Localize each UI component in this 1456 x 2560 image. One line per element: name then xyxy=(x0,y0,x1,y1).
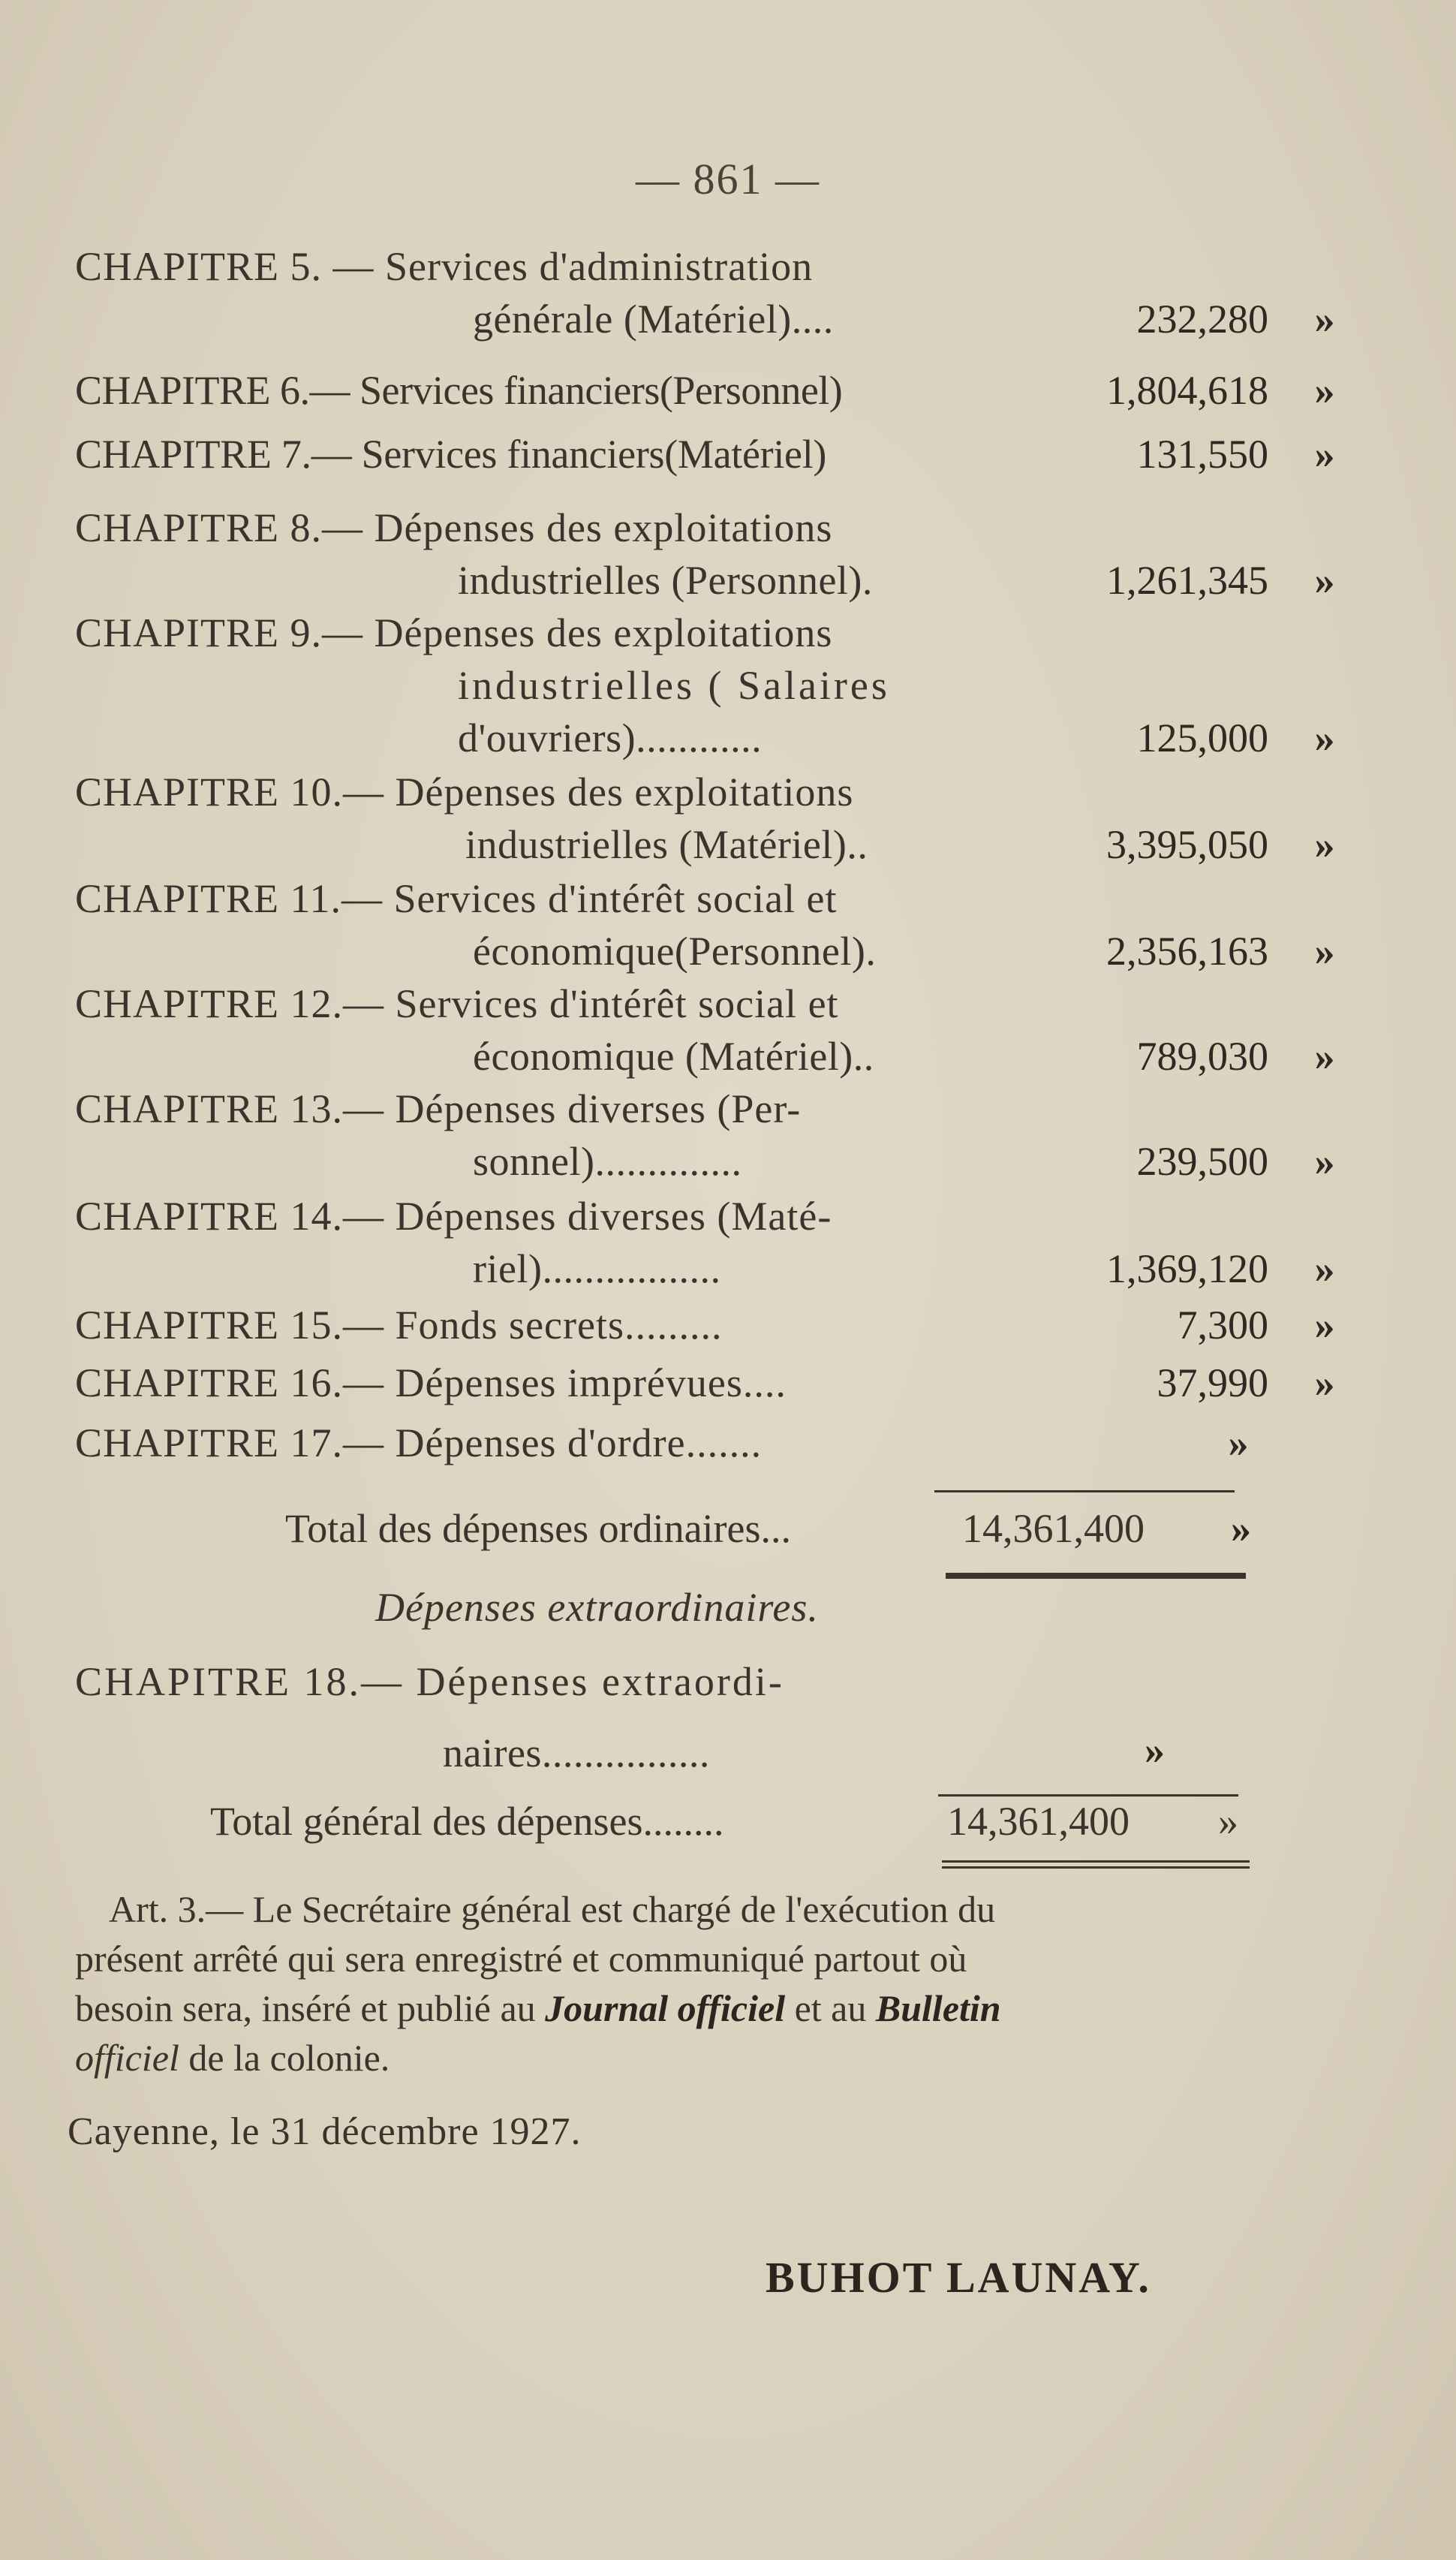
article-line: Art. 3.— Le Secrétaire général est chargé de l'exécution du xyxy=(109,1888,996,1930)
chapter-amount: 1,261,345 xyxy=(1106,558,1268,603)
chapter-heading: CHAPITRE 13.— Dépenses diverses (Per- xyxy=(75,1086,802,1131)
ditto-mark: » xyxy=(1314,929,1335,974)
chapter-amount: 37,990 xyxy=(1157,1360,1268,1405)
chapter-heading: CHAPITRE 11.— Services d'intérêt social et xyxy=(75,876,838,921)
chapter-entry xyxy=(75,364,1268,417)
chapter-entry xyxy=(75,1299,1268,1351)
ditto-mark: » xyxy=(1218,1799,1238,1844)
chapter-heading: CHAPITRE 7.— Services financiers(Matériel) xyxy=(75,432,827,477)
ditto-mark: » xyxy=(1314,715,1335,760)
total-ordinary-amount: 14,361,400 xyxy=(962,1506,1145,1551)
chapter-continuation: industrielles ( Salaires xyxy=(458,663,890,708)
ditto-mark: » xyxy=(1228,1420,1249,1465)
chapter-continuation: sonnel).............. xyxy=(473,1139,742,1184)
sum-rule xyxy=(938,1794,1238,1797)
chapter-entry xyxy=(75,1190,1268,1295)
article-line: besoin sera, inséré et publié au Journal officiel et au Bulletin xyxy=(75,1987,1001,2029)
article-line: présent arrêté qui sera enregistré et communiqué partout où xyxy=(75,1938,967,1980)
ditto-mark: » xyxy=(1314,1360,1335,1405)
chapter-heading: CHAPITRE 10.— Dépenses des exploitations xyxy=(75,770,854,815)
double-rule xyxy=(942,1860,1250,1863)
chapter-continuation: industrielles (Personnel). xyxy=(458,558,873,603)
chapter-entry xyxy=(75,1357,1268,1409)
chapter-entry xyxy=(75,1083,1268,1188)
section-heading: Dépenses extraordinaires. xyxy=(375,1585,819,1630)
chapter-entry xyxy=(75,607,1268,764)
chapter-amount: 7,300 xyxy=(1177,1303,1268,1348)
chapter-amount: 2,356,163 xyxy=(1106,929,1268,974)
chapter-continuation: naires................ xyxy=(443,1730,710,1775)
ditto-mark: » xyxy=(1314,822,1335,867)
chapter-heading: CHAPITRE 16.— Dépenses imprévues.... xyxy=(75,1360,787,1405)
ditto-mark: » xyxy=(1314,297,1335,342)
article-line: officiel de la colonie. xyxy=(75,2037,390,2079)
chapter-entry xyxy=(75,240,1268,345)
chapter-heading: CHAPITRE 6.— Services financiers(Personnel) xyxy=(75,368,843,413)
ditto-mark: » xyxy=(1314,1034,1335,1079)
ditto-mark: » xyxy=(1314,1139,1335,1184)
chapter-continuation: d'ouvriers)............ xyxy=(458,715,763,760)
chapter-entry xyxy=(75,428,1268,480)
chapter-heading: CHAPITRE 5. — Services d'administration xyxy=(75,244,814,289)
total-general-amount: 14,361,400 xyxy=(947,1799,1130,1844)
total-general-label: Total général des dépenses........ xyxy=(210,1799,724,1844)
chapter-heading: CHAPITRE 8.— Dépenses des exploitations xyxy=(75,505,833,550)
chapter-continuation: riel)................. xyxy=(473,1246,721,1291)
chapter-amount: 789,030 xyxy=(1136,1034,1268,1079)
chapter-continuation: économique (Matériel).. xyxy=(473,1034,874,1079)
article-paragraph xyxy=(75,1884,1238,2087)
dateline: Cayenne, le 31 décembre 1927. xyxy=(68,2110,582,2153)
signature: BUHOT LAUNAY. xyxy=(766,2253,1151,2302)
chapter-entry xyxy=(75,1655,1261,1775)
ditto-mark: » xyxy=(1314,368,1335,413)
chapter-continuation: générale (Matériel).... xyxy=(473,297,834,342)
double-rule xyxy=(946,1573,1246,1579)
chapter-amount: 232,280 xyxy=(1136,297,1268,342)
total-ordinary-label: Total des dépenses ordinaires... xyxy=(285,1506,792,1551)
chapter-heading: CHAPITRE 15.— Fonds secrets......... xyxy=(75,1303,723,1348)
ditto-mark: » xyxy=(1314,1246,1335,1291)
ditto-mark: » xyxy=(1314,558,1335,603)
chapter-amount: 1,804,618 xyxy=(1106,368,1268,413)
chapter-heading: CHAPITRE 17.— Dépenses d'ordre....... xyxy=(75,1420,763,1465)
double-rule xyxy=(942,1866,1250,1869)
chapter-entry xyxy=(75,872,1268,977)
chapter-amount: 131,550 xyxy=(1136,432,1268,477)
chapter-continuation: industrielles (Matériel).. xyxy=(465,822,868,867)
chapter-heading: CHAPITRE 14.— Dépenses diverses (Maté- xyxy=(75,1194,832,1239)
ditto-mark: » xyxy=(1231,1506,1251,1551)
chapter-entry xyxy=(75,501,1268,607)
chapter-amount: 239,500 xyxy=(1136,1139,1268,1184)
chapter-amount: 1,369,120 xyxy=(1106,1246,1268,1291)
ditto-mark: » xyxy=(1145,1727,1165,1772)
chapter-heading: CHAPITRE 18.— Dépenses extraordi- xyxy=(75,1659,784,1704)
chapter-continuation: économique(Personnel). xyxy=(473,929,877,974)
chapter-entry xyxy=(75,977,1268,1083)
chapter-entry xyxy=(75,766,1268,871)
chapter-entry xyxy=(75,1417,1261,1469)
chapter-amount: 125,000 xyxy=(1136,715,1268,760)
chapter-heading: CHAPITRE 12.— Services d'intérêt social et xyxy=(75,981,839,1026)
page-number: — 861 — xyxy=(636,155,820,203)
chapter-amount: 3,395,050 xyxy=(1106,822,1268,867)
sum-rule xyxy=(934,1490,1235,1492)
chapter-heading: CHAPITRE 9.— Dépenses des exploitations xyxy=(75,610,833,655)
ditto-mark: » xyxy=(1314,1303,1335,1348)
ditto-mark: » xyxy=(1314,432,1335,477)
